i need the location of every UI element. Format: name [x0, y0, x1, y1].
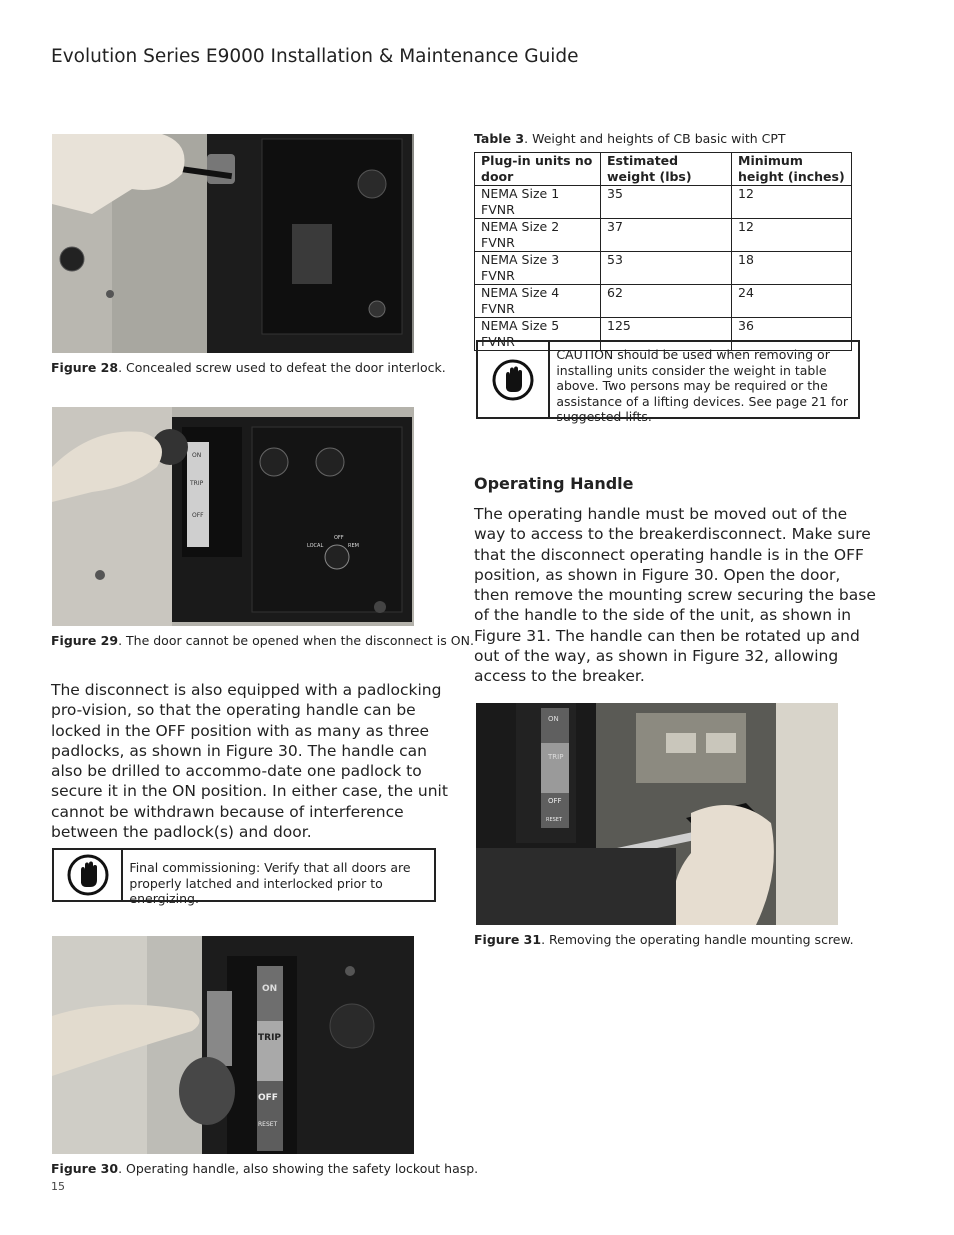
figure-28-photo — [52, 134, 414, 353]
table-cell: 12 — [732, 219, 852, 252]
table-cell: NEMA Size 2 FVNR — [475, 219, 601, 252]
table-header-cell: Plug-in units no door — [475, 153, 601, 186]
fig30-label-on: ON — [262, 984, 278, 994]
table-cell: 18 — [732, 252, 852, 285]
table-row — [475, 285, 852, 318]
fig30-label-trip: TRIP — [258, 1033, 282, 1043]
weight-table — [474, 152, 852, 351]
table-row — [475, 186, 852, 219]
hand-stop-icon — [491, 358, 535, 402]
table-cell: 12 — [732, 186, 852, 219]
page-title: Evolution Series E9000 Installation & Maintenance Guide — [51, 46, 579, 67]
commissioning-notice — [52, 848, 436, 906]
table-cell: NEMA Size 3 FVNR — [475, 252, 601, 285]
table-cell: NEMA Size 4 FVNR — [475, 285, 601, 318]
page-number: 15 — [51, 1180, 65, 1193]
figure-28-caption: Figure 28. Concealed screw used to defeat the door interlock. — [51, 360, 446, 375]
table-cell: 24 — [732, 285, 852, 318]
table-cell: 35 — [601, 186, 732, 219]
table-row — [475, 252, 852, 285]
figure-31-photo — [476, 703, 838, 925]
fig29-label-off: OFF — [192, 512, 204, 519]
hand-stop-icon — [66, 853, 110, 897]
fig31-label-reset: RESET — [546, 817, 563, 823]
fig30-label-off: OFF — [258, 1093, 278, 1103]
fig29-label-off2: OFF — [334, 535, 344, 541]
notice-icon-cell — [54, 850, 123, 900]
table-header-row — [475, 153, 852, 186]
figure-30-caption: Figure 30. Operating handle, also showing the safety lockout hasp. — [51, 1161, 479, 1176]
notice-text: CAUTION should be used when removing or installing units consider the weight in table above. Two persons may be required or the assistance of a lifting devices. See page 21 for suggested lifts. — [556, 347, 849, 424]
table-3-caption: Table 3. Weight and heights of CB basic with CPT — [474, 131, 786, 146]
fig29-label-on: ON — [192, 452, 202, 459]
table-cell: 125 — [601, 318, 732, 351]
fig29-label-local: LOCAL — [307, 543, 324, 549]
table-row — [475, 219, 852, 252]
caution-notice — [476, 340, 860, 424]
operating-handle-paragraph: The operating handle must be moved out of the way to access to the breakerdisconnect. Make sure that the disconnect operating handle is in the OFF position, as shown in Figure 30. Open the door, then remove the mounting screw securing the base of the handle to the side of the unit, as shown in Figure 31. The handle can then be rotated up and out of the way, as shown in Figure 32, allowing access to the breaker. — [474, 505, 876, 686]
fig31-label-trip: TRIP — [548, 753, 564, 761]
table-header-cell: Minimum height (inches) — [732, 153, 852, 186]
table-cell: 37 — [601, 219, 732, 252]
fig31-label-on: ON — [548, 715, 559, 723]
figure-29-photo — [52, 407, 414, 626]
fig31-label-off: OFF — [548, 797, 562, 805]
section-heading: Operating Handle — [474, 474, 634, 493]
fig30-label-reset: RESET — [258, 1121, 278, 1128]
table-header-cell: Estimated weight (lbs) — [601, 153, 732, 186]
fig29-label-rem: REM — [348, 543, 359, 549]
table-cell: 53 — [601, 252, 732, 285]
figure-29-caption: Figure 29. The door cannot be opened when the disconnect is ON. — [51, 633, 474, 648]
notice-text: Final commissioning: Verify that all doors are properly latched and interlocked prior to energizing. — [129, 860, 411, 906]
table-cell: NEMA Size 1 FVNR — [475, 186, 601, 219]
table-cell: NEMA Size 5 FVNR — [475, 318, 601, 351]
figure-31-caption: Figure 31. Removing the operating handle mounting screw. — [474, 932, 854, 947]
notice-icon-cell — [478, 342, 550, 417]
padlock-paragraph: The disconnect is also equipped with a padlocking pro-vision, so that the operating handle can be locked in the OFF position with as many as three padlocks, as shown in Figure 30. The handle can also be drilled to accommo-date one padlock to secure it in the ON position. In either case, the unit cannot be withdrawn because of interference between the padlock(s) and door. — [51, 681, 448, 842]
fig29-label-trip: TRIP — [190, 480, 204, 487]
table-cell: 36 — [732, 318, 852, 351]
figure-30-photo — [52, 936, 414, 1154]
table-cell: 62 — [601, 285, 732, 318]
